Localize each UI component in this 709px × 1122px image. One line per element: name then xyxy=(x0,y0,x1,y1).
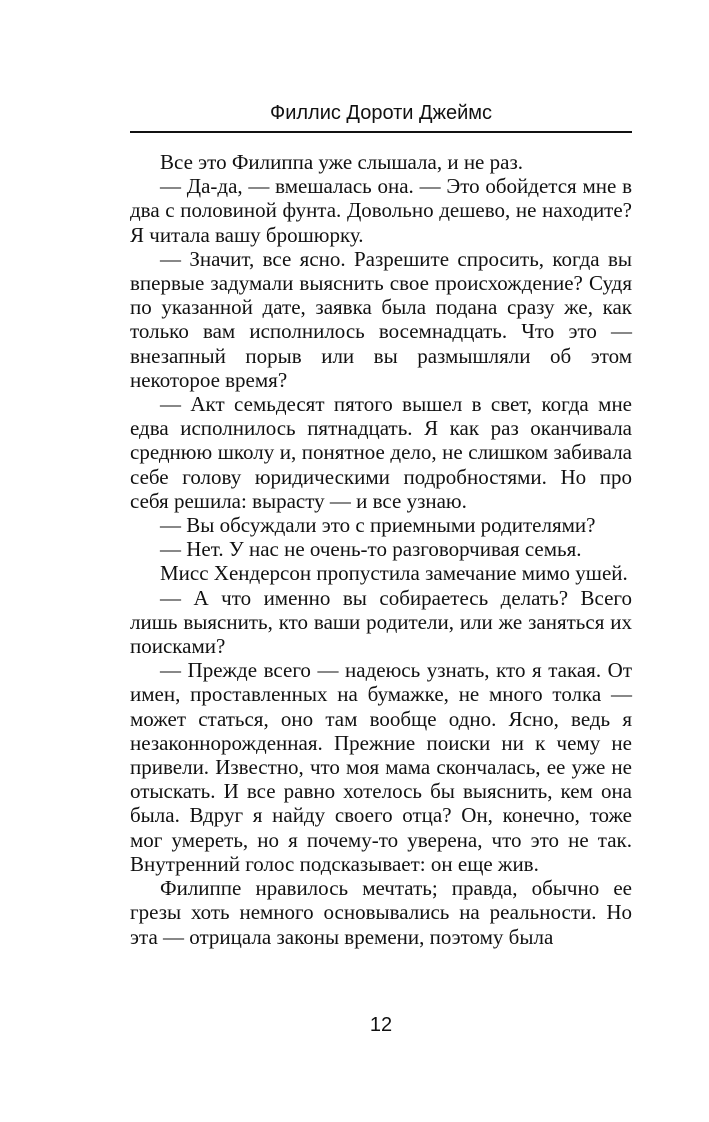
paragraph: — Акт семьдесят пятого вышел в свет, когда мне едва исполнилось пятнадцать. Я как раз оканчивала среднюю школу и, понятное дело, не слишком забивала себе голову юридическими подробностями. Но про себя решила: вырасту — и все узнаю. xyxy=(130,392,632,513)
body-text xyxy=(130,150,632,949)
page-number: 12 xyxy=(369,1014,393,1036)
paragraph: — Вы обсуждали это с приемными родителями? xyxy=(160,513,596,538)
header-rule xyxy=(130,131,632,133)
paragraph: — Значит, все ясно. Разрешите спросить, когда вы впервые задумали выяснить свое происхождение? Судя по указанной дате, заявка была подана сразу же, как только вам исполнилось восемнадцать. Что это — внезапный порыв или вы размышляли об этом некоторое время? xyxy=(130,246,632,392)
paragraph: Филиппе нравилось мечтать; правда, обычно ее грезы хоть немного основывались на реальности. Но эта — отрицала законы времени, поэтому была xyxy=(130,876,632,949)
paragraph: — Нет. У нас не очень-то разговорчивая семья. xyxy=(160,537,582,562)
paragraph: Мисс Хендерсон пропустила замечание мимо ушей. xyxy=(160,561,628,586)
running-header: Филлис Дороти Джеймс xyxy=(269,102,492,124)
paragraph: — Прежде всего — надеюсь узнать, кто я такая. От имен, проставленных на бумажке, не много толка — может статься, оно там вообще одно. Ясно, ведь я незаконнорожденная. Прежние поиски ни к чему не привели. Известно, что моя мама скончалась, ее уже не отыскать. И все равно хотелось бы выяснить, кем она была. Вдруг я найду своего отца? Он, конечно, тоже мог умереть, но я почему-то уверена, что это не так. Внутренний голос подсказывает: он еще жив. xyxy=(130,658,632,876)
paragraph: — А что именно вы собираетесь делать? Всего лишь выяснить, кто ваши родители, или же заняться их поисками? xyxy=(130,585,632,659)
paragraph: — Да-да, — вмешалась она. — Это обойдется мне в два с половиной фунта. Довольно дешево, не находите? Я читала вашу брошюрку. xyxy=(130,174,632,247)
paragraph: Все это Филиппа уже слышала, и не раз. xyxy=(160,150,523,174)
